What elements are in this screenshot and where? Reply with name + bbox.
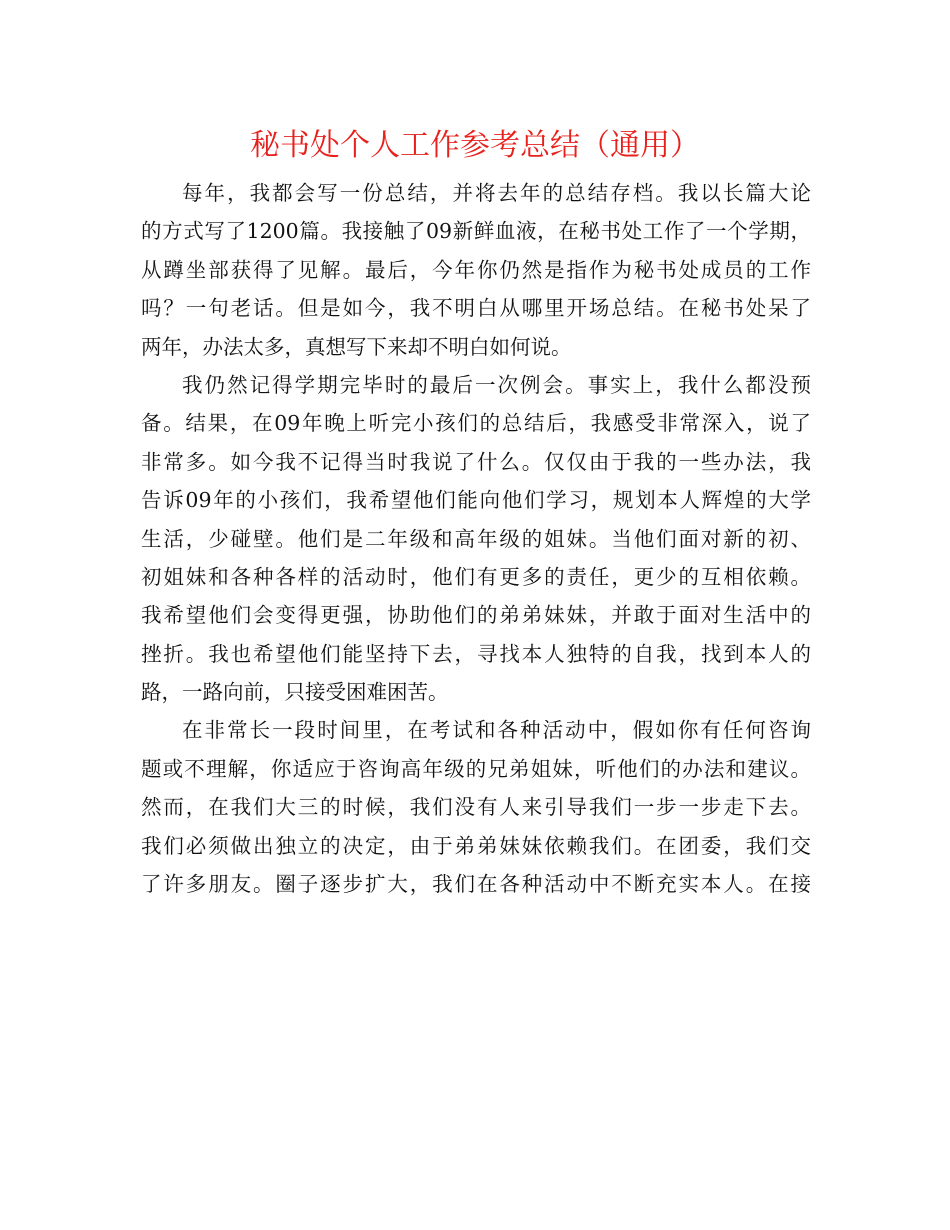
- paragraph-2-line-3: 非常多。如今我不记得当时我说了什么。仅仅由于我的一些办法，我: [141, 449, 811, 474]
- paragraph-2-line-6: 初姐妹和各种各样的活动时，他们有更多的责任，更少的互相依赖。: [141, 564, 811, 589]
- paragraph-1-line-1: 每年，我都会写一份总结，并将去年的总结存档。我以长篇大论: [182, 181, 811, 205]
- paragraph-2-line-7: 我希望他们会变得更强，协助他们的弟弟妹妹，并敢于面对生活中的: [141, 603, 811, 628]
- paragraph-1-line-3: 从蹲坐部获得了见解。最后，今年你仍然是指作为秘书处成员的工作: [141, 257, 811, 282]
- paragraph-2-line-2: 备。结果，在09年晚上听完小孩们的总结后，我感受非常深入，说了: [141, 411, 811, 436]
- paragraph-3-line-4: 我们必须做出独立的决定，由于弟弟妹妹依赖我们。在团委，我们交: [141, 833, 811, 858]
- paragraph-2-line-9: 路，一路向前，只接受困难困苦。: [141, 680, 449, 705]
- paragraph-1-line-5: 两年，办法太多，真想写下来却不明白如何说。: [141, 334, 572, 359]
- document-body: [141, 174, 811, 903]
- document-title: 秘书处个人工作参考总结（通用）: [250, 128, 700, 163]
- paragraph-2-line-4: 告诉09年的小孩们，我希望他们能向他们学习，规划本人辉煌的大学: [141, 488, 811, 513]
- paragraph-3-line-3: 然而，在我们大三的时候，我们没有人来引导我们一步一步走下去。: [141, 795, 811, 820]
- paragraph-3-line-2: 题或不理解，你适应于咨询高年级的兄弟姐妹，听他们的办法和建议。: [141, 756, 811, 781]
- paragraph-2-line-8: 挫折。我也希望他们能坚持下去，寻找本人独特的自我，找到本人的: [141, 641, 811, 666]
- paragraph-2-line-5: 生活，少碰壁。他们是二年级和高年级的姐妹。当他们面对新的初、: [141, 526, 811, 551]
- paragraph-3-line-1: 在非常长一段时间里，在考试和各种活动中，假如你有任何咨询: [182, 718, 811, 743]
- paragraph-1-line-2: 的方式写了1200篇。我接触了09新鲜血液，在秘书处工作了一个学期，: [141, 219, 811, 244]
- paragraph-1-line-4: 吗？一句老话。但是如今，我不明白从哪里开场总结。在秘书处呆了: [141, 296, 811, 321]
- paragraph-2-line-1: 我仍然记得学期完毕时的最后一次例会。事实上，我什么都没预: [182, 372, 811, 397]
- paragraph-3-line-5: 了许多朋友。圈子逐步扩大，我们在各种活动中不断充实本人。在接: [141, 872, 811, 897]
